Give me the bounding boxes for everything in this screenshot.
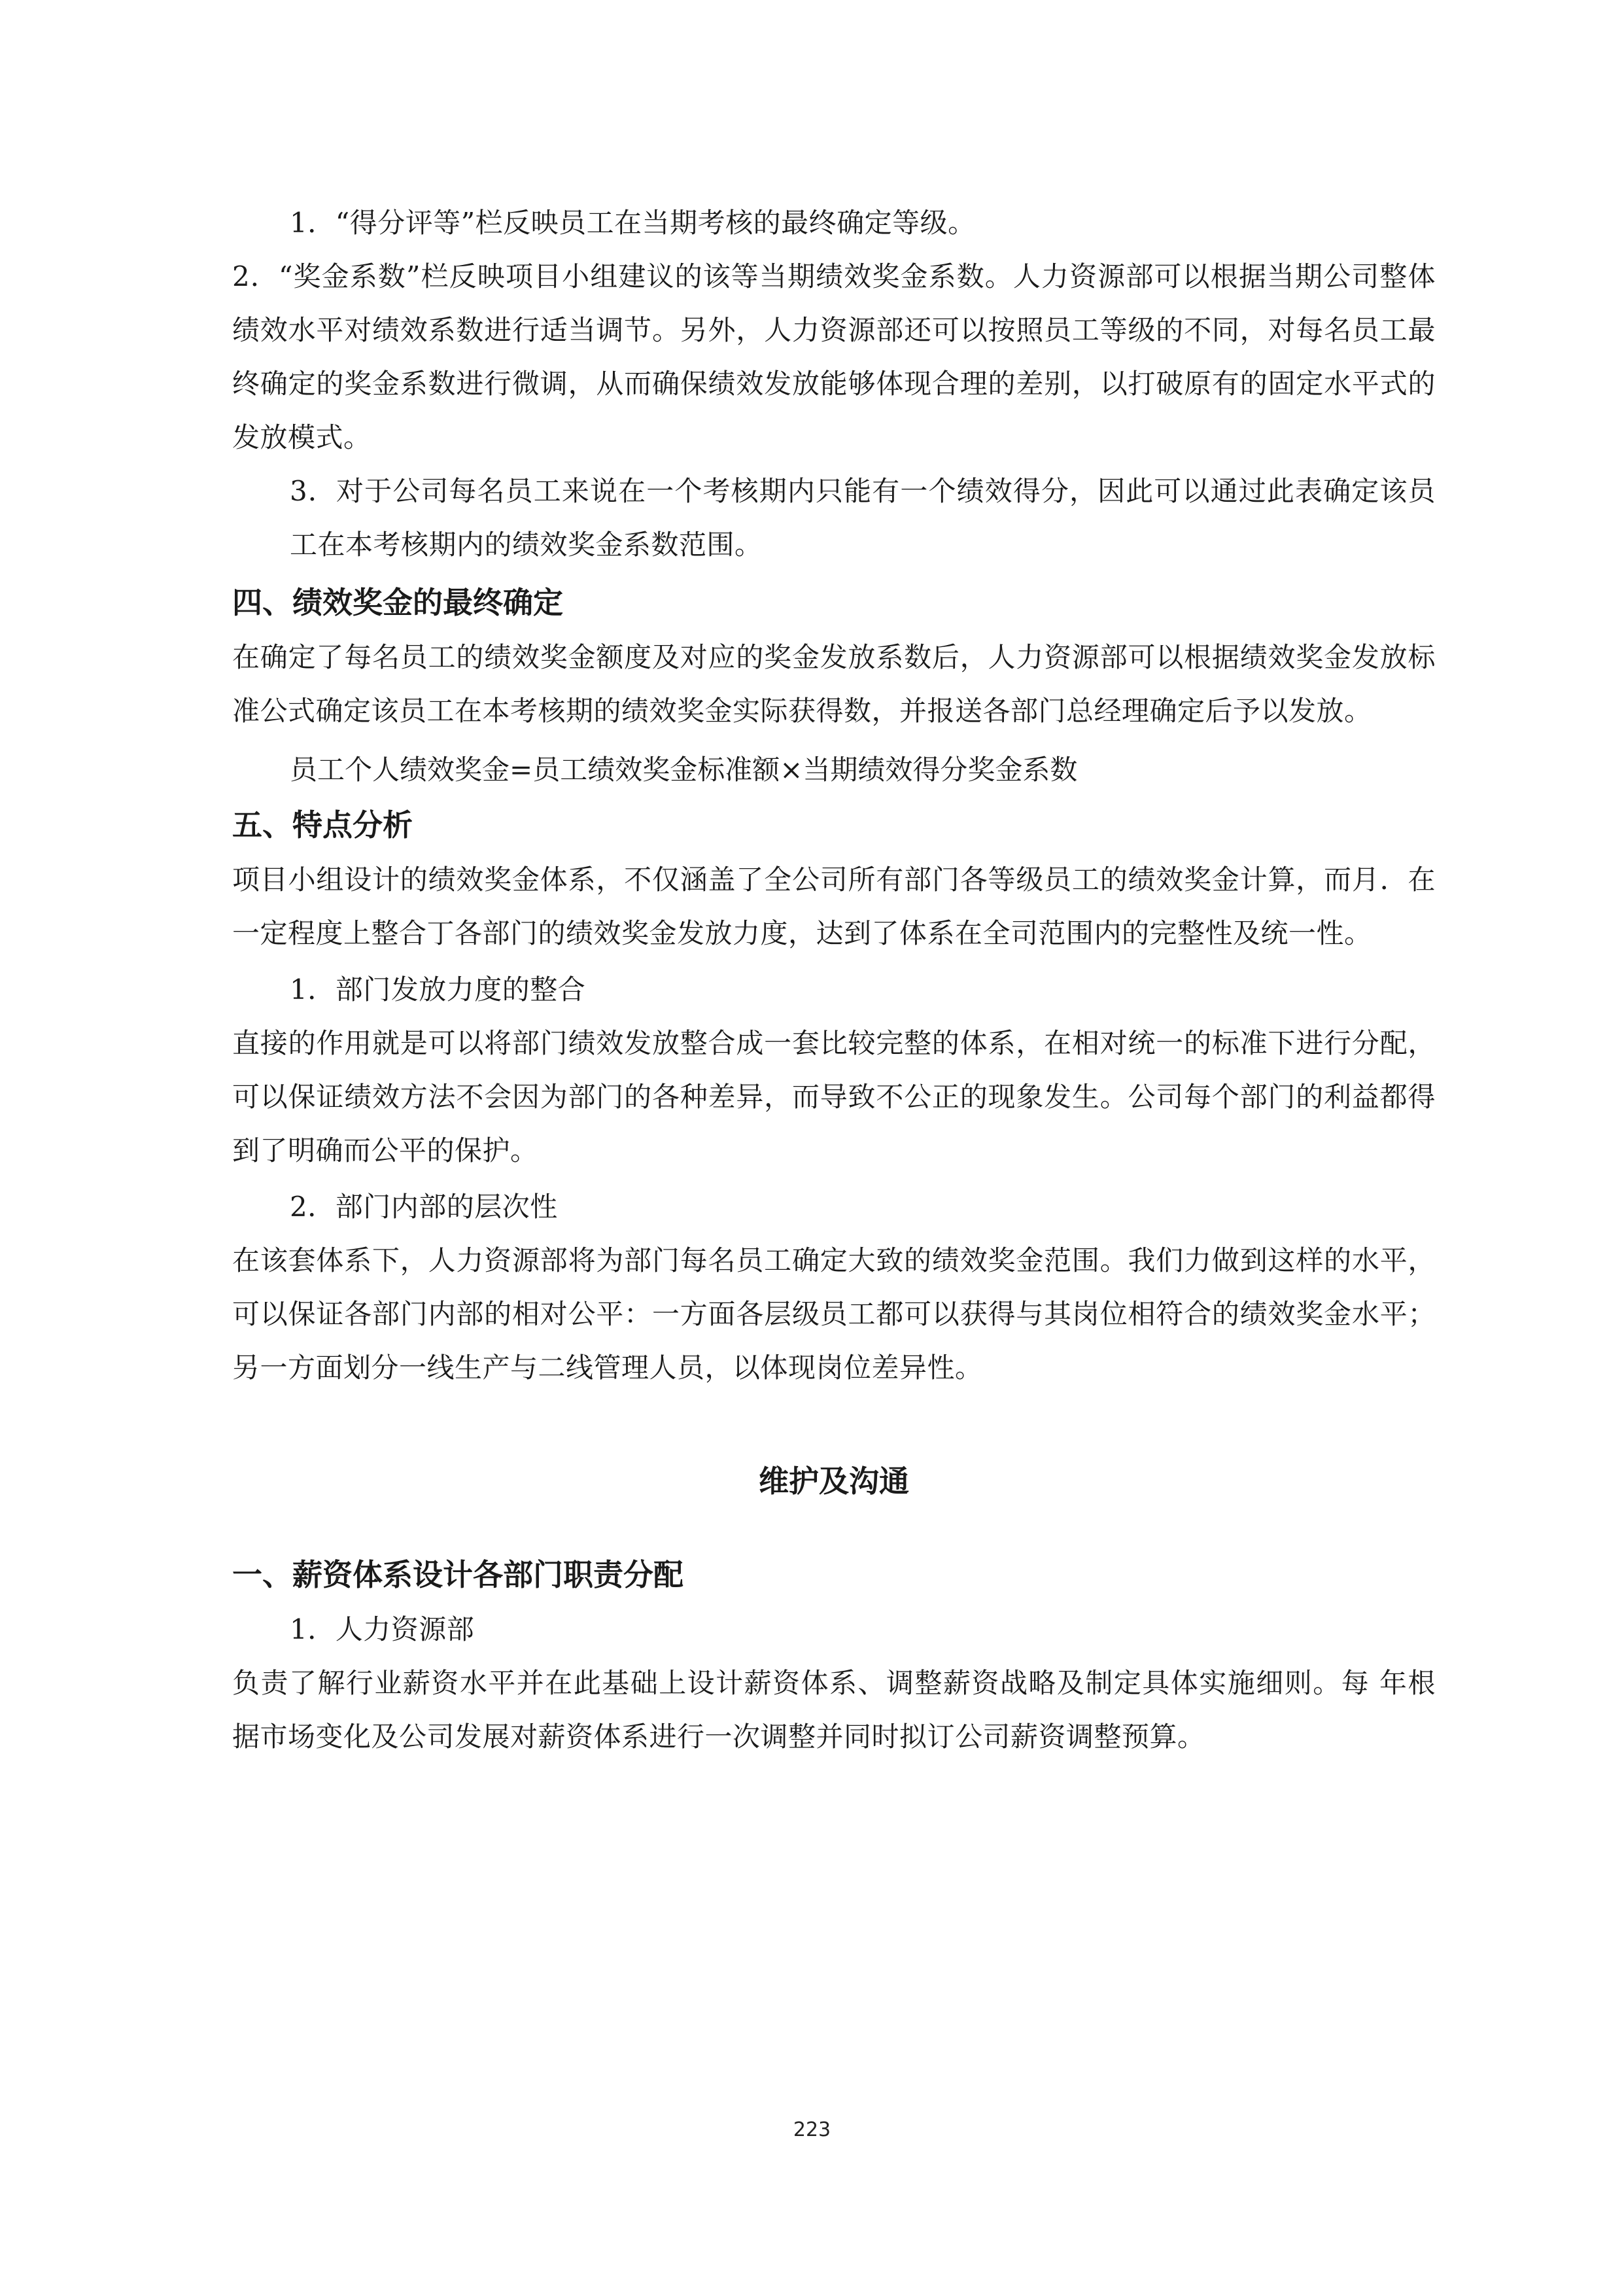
paragraph-score-rating: 1．“得分评等”栏反映员工在当期考核的最终确定等级。 [290,207,976,239]
subheading-department-integration: 1．部门发放力度的整合 [290,973,586,1006]
section-heading-responsibilities: 一、薪资体系设计各部门职责分配 [232,1557,683,1592]
page-number: 223 [793,2118,831,2141]
paragraph-single-score: 3．对于公司每名员工来说在一个考核期内只能有一个绩效得分，因此可以通过此表确定该员工在本考核期内的绩效奖金系数范围。 [290,475,1436,561]
chapter-title: 维护及沟通 [759,1463,909,1499]
paragraph-department-integration: 直接的作用就是可以将部门绩效发放整合成一套比较完整的体系，在相对统一的标准下进行分配，可以保证绩效方法不会因为部门的各种差异，而导致不公正的现象发生。公司每个部门的利益都得到了明确而公平的保护。 [232,1027,1436,1166]
section-heading-final-bonus: 四、绩效奖金的最终确定 [232,585,563,620]
paragraph-feature-analysis: 项目小组设计的绩效奖金体系，不仅涵盖了全公司所有部门各等级员工的绩效奖金计算，而月．在一定程度上整合丁各部门的绩效奖金发放力度，达到了体系在全司范围内的完整性及统一性。 [232,864,1436,949]
subheading-hr-department: 1．人力资源部 [290,1613,475,1645]
paragraph-final-bonus: 在确定了每名员工的绩效奖金额度及对应的奖金发放系数后，人力资源部可以根据绩效奖金发放标准公式确定该员工在本考核期的绩效奖金实际获得数，并报送各部门总经理确定后予以发放。 [232,641,1436,727]
paragraph-hr-department: 负责了解行业薪资水平并在此基础上设计薪资体系、调整薪资战略及制定具体实施细则。每 年根据市场变化及公司发展对薪资体系进行一次调整并同时拟订公司薪资调整预算。 [232,1667,1436,1753]
section-heading-feature-analysis: 五、特点分析 [232,807,413,843]
subheading-department-hierarchy: 2．部门内部的层次性 [290,1191,558,1223]
document-page [232,196,1436,1764]
paragraph-bonus-coefficient: 2．“奖金系数”栏反映项目小组建议的该等当期绩效奖金系数。人力资源部可以根据当期公司整体绩效水平对绩效系数进行适当调节。另外，人力资源部还可以按照员工等级的不同，对每名员工最终确定的奖金系数进行微调，从而确保绩效发放能够体现合理的差别，以打破原有的固定水平式的发放模式。 [232,260,1436,453]
bonus-formula: 员工个人绩效奖金=员工绩效奖金标准额×当期绩效得分奖金系数 [290,754,1078,786]
paragraph-department-hierarchy: 在该套体系下，人力资源部将为部门每名员工确定大致的绩效奖金范围。我们力做到这样的水平，可以保证各部门内部的相对公平：一方面各层级员工都可以获得与其岗位相符合的绩效奖金水平；另一方面划分一线生产与二线管理人员，以体现岗位差异性。 [232,1244,1436,1384]
